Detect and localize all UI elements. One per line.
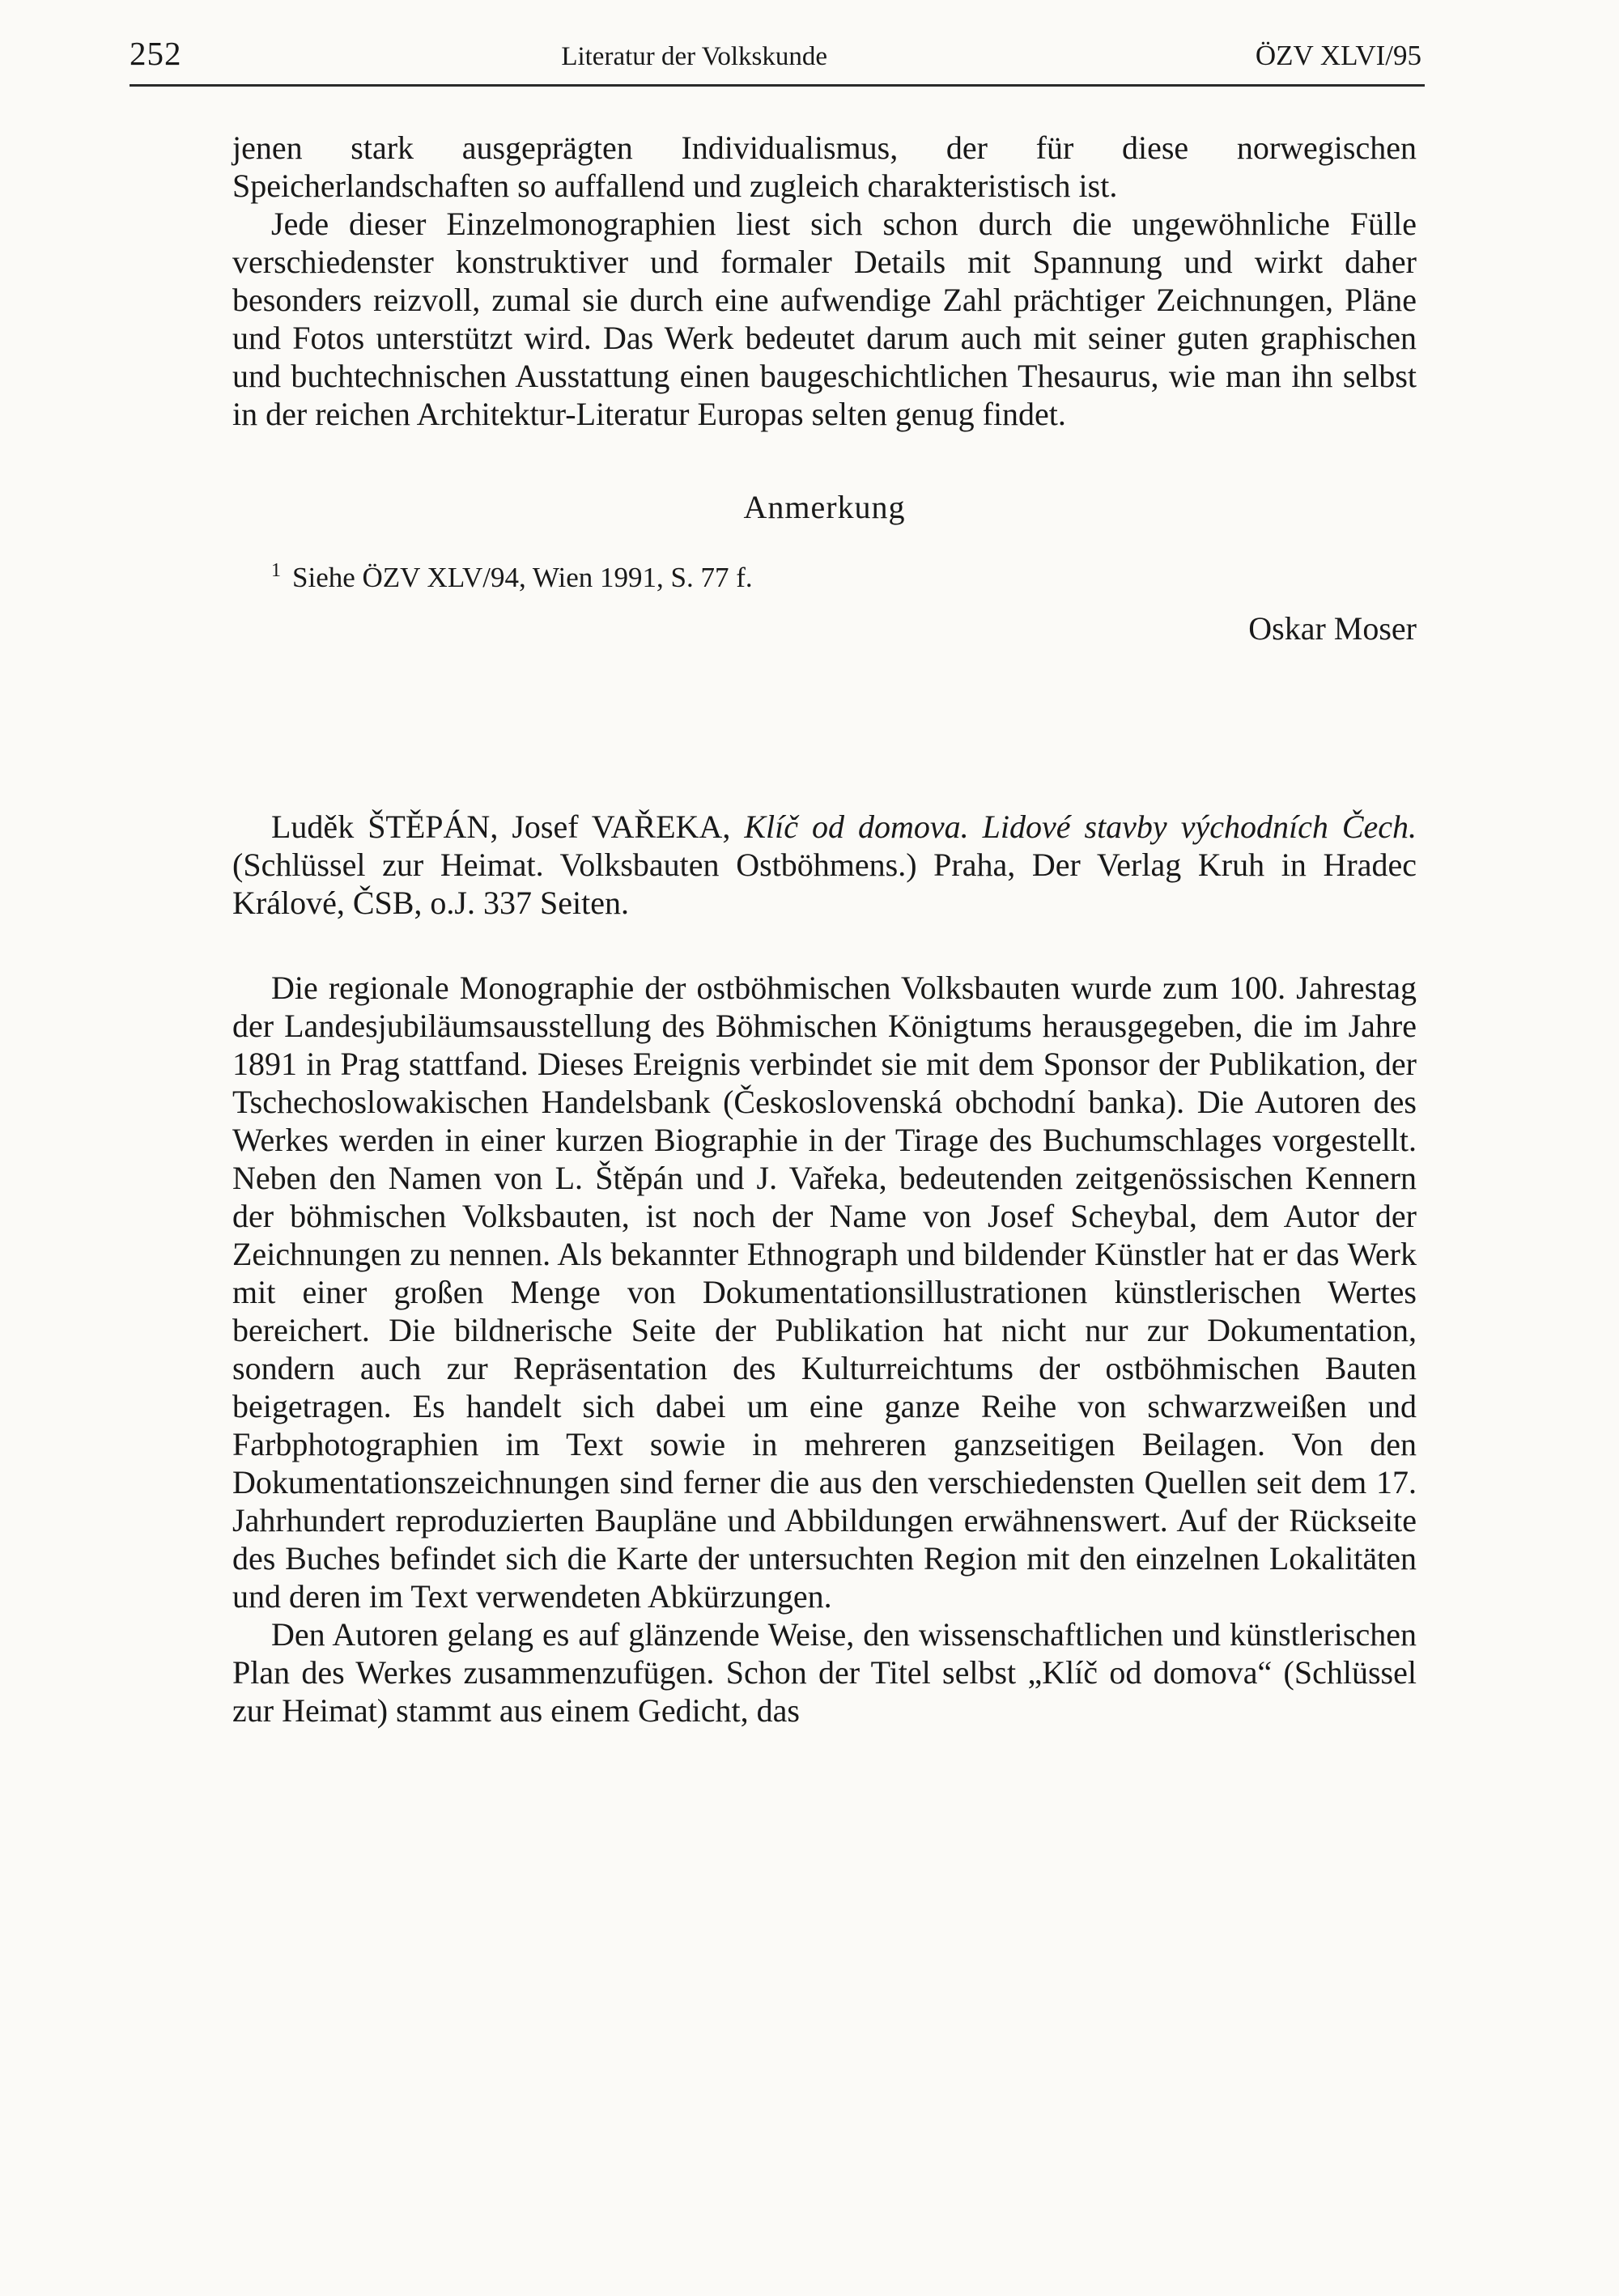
text-block <box>232 129 1417 1729</box>
footnote-marker: 1 <box>271 560 281 582</box>
running-title: Literatur der Volkskunde <box>561 42 828 71</box>
citation-authors: Luděk ŠTĚPÁN, Josef VAŘEKA, <box>271 808 745 845</box>
footnote <box>232 558 1417 596</box>
page-number: 252 <box>130 35 182 72</box>
header-rule <box>130 84 1425 87</box>
citation-book-title: Klíč od domova. Lidové stavby východních Čech. <box>744 808 1417 845</box>
paragraph-continuation: jenen stark ausgeprägten Individualismus, der für diese norwegischen Speicherlandschaften so auffallend und zugleich charakteristisch ist. <box>232 129 1417 204</box>
book-citation <box>232 808 1417 922</box>
review-author-signature: Oskar Moser <box>1248 610 1417 647</box>
running-header <box>130 34 1425 73</box>
paragraph-review-body: Jede dieser Einzelmonographien liest sich schon durch die ungewöhnliche Fülle verschiedenster konstruktiver und formaler Details mit Spannung und wirkt daher besonders reizvoll, zumal sie durch eine aufwendige Zahl prächtiger Zeichnungen, Pläne und Fotos unterstützt wird. Das Werk bedeutet darum auch mit seiner guten graphischen und buchtechnischen Ausstattung einen baugeschichtlichen Thesaurus, wie man ihn selbst in der reichen Architektur-Literatur Europas selten genug findet. <box>232 206 1417 432</box>
citation-publication-details: (Schlüssel zur Heimat. Volksbauten Ostböhmens.) Praha, Der Verlag Kruh in Hradec Králové, ČSB, o.J. 337 Seiten. <box>232 847 1417 921</box>
type-area <box>130 34 1425 1729</box>
footnote-text: Siehe ÖZV XLV/94, Wien 1991, S. 77 f. <box>292 562 753 593</box>
journal-issue-reference: ÖZV XLVI/95 <box>1255 40 1421 71</box>
review-paragraph-2: Den Autoren gelang es auf glänzende Weise, den wissenschaftlichen und künstlerischen Plan des Werkes zusammenzufügen. Schon der Titel selbst „Klíč od domova“ (Schlüssel zur Heimat) stammt aus einem Gedicht, das <box>232 1616 1417 1729</box>
notes-heading: Anmerkung <box>743 489 906 525</box>
review-paragraph-1: Die regionale Monographie der ostböhmischen Volksbauten wurde zum 100. Jahrestag der Landesjubiläumsausstellung des Böhmischen Königtums herausgegeben, die im Jahre 1891 in Prag stattfand. Dieses Ereignis verbindet sie mit dem Sponsor der Publikation, der Tschechoslowakischen Handelsbank (Československá obchodní banka). Die Autoren des Werkes werden in einer kurzen Biographie in der Tirage des Buchumschlages vorgestellt. Neben den Namen von L. Štěpán und J. Vařeka, bedeutenden zeitgenössischen Kennern der böhmischen Volksbauten, ist noch der Name von Josef Scheybal, dem Autor der Zeichnungen zu nennen. Als bekannter Ethnograph und bildender Künstler hat er das Werk mit einer großen Menge von Dokumentationsillustrationen künstlerischen Wertes bereichert. Die bildnerische Seite der Publikation hat nicht nur zur Dokumentation, sondern auch zur Repräsentation des Kulturreichtums der ostböhmischen Bauten beigetragen. Es handelt sich dabei um eine ganze Reihe von schwarzweißen und Farbphotographien im Text sowie in mehreren ganzseitigen Beilagen. Von den Dokumentationszeichnungen sind ferner die aus den verschiedensten Quellen seit dem 17. Jahrhundert reproduzierten Baupläne und Abbildungen erwähnenswert. Auf der Rückseite des Buches befindet sich die Karte der untersuchten Region mit den einzelnen Lokalitäten und deren im Text verwendeten Abkürzungen. <box>232 970 1417 1615</box>
